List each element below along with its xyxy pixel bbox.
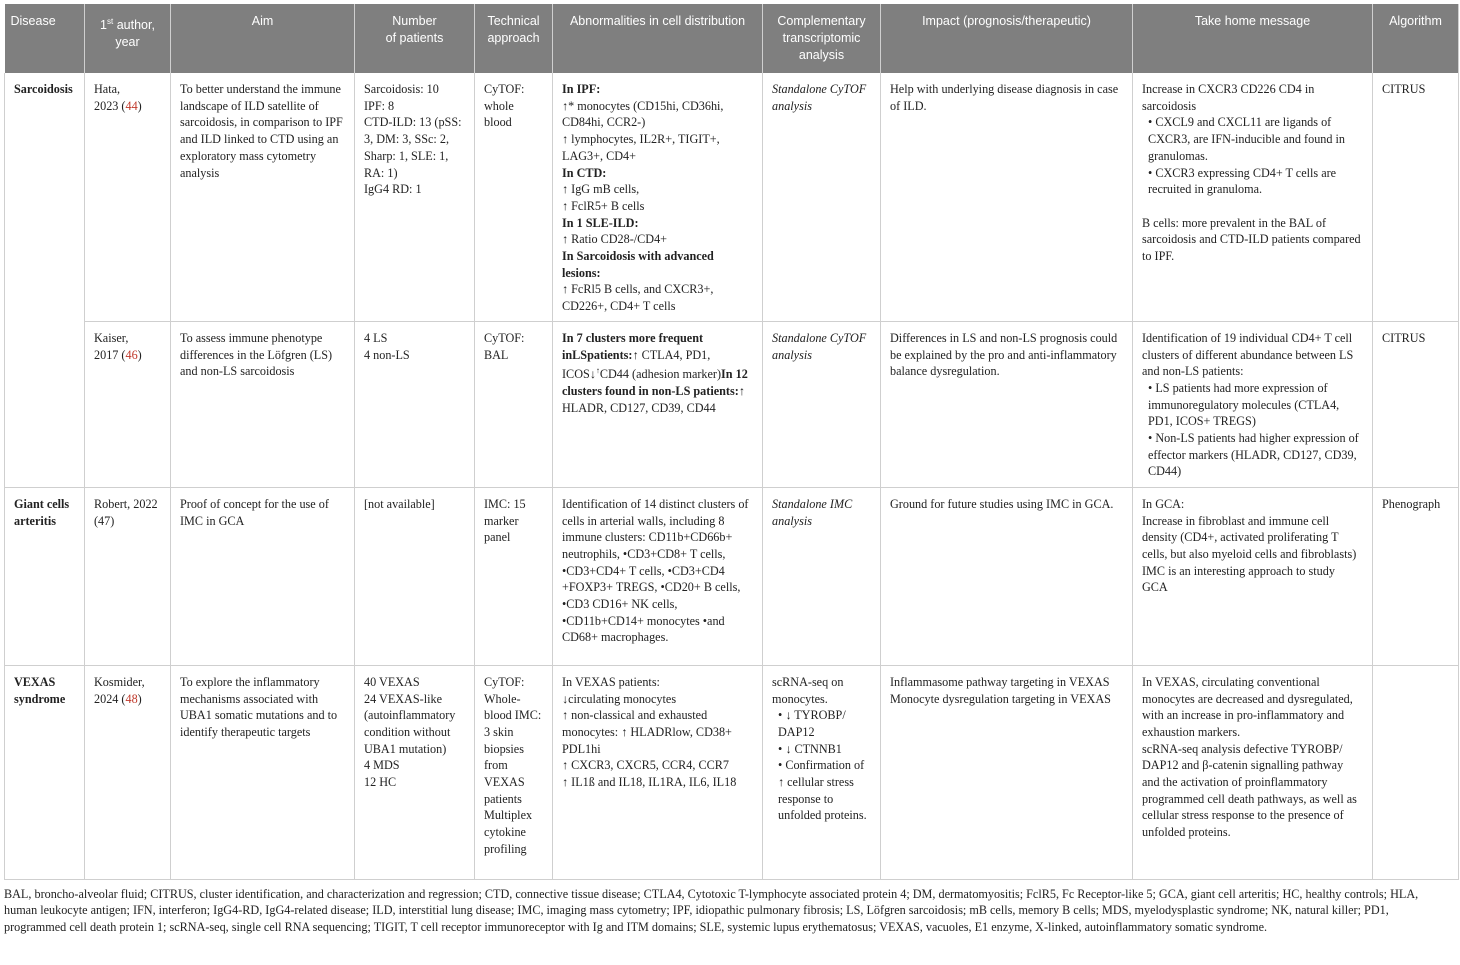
header-author: 1st author, year xyxy=(85,4,171,73)
citation-link[interactable]: 48 xyxy=(125,691,138,706)
header-abnormalities: Abnormalities in cell distribution xyxy=(553,4,763,73)
header-technical: Technical approach xyxy=(475,4,553,73)
author-cell: Kaiser, 2017 (46) xyxy=(85,321,171,487)
take-home-cell: In VEXAS, circulating conventional monocytes are decreased and dysregulated, with an increase in pro-inflammatory and exhaustion markers. scRNA-seq analysis defective TYROBP/ DAP12 and β-catenin signalling pathway and the activation of proinflammatory programmed cell death pathways, as well as cellular stress response to the presence of unfolded proteins. xyxy=(1133,665,1373,879)
technical-cell: CyTOF: BAL xyxy=(475,321,553,487)
complementary-cell: scRNA-seq on monocytes. • ↓ TYROBP/ DAP12 • ↓ CTNNB1 • Confirmation of ↑ cellular stress response to unfolded proteins. xyxy=(763,665,881,879)
algorithm-cell: CITRUS xyxy=(1373,73,1459,321)
table-row xyxy=(5,321,1459,487)
technical-cell: CyTOF: whole blood xyxy=(475,73,553,321)
data-table xyxy=(4,4,1459,880)
citation-link[interactable]: 44 xyxy=(125,98,138,113)
author-cell: Hata, 2023 (44) xyxy=(85,73,171,321)
complementary-cell: Standalone IMC analysis xyxy=(763,487,881,665)
complementary-cell: Standalone CyTOF analysis xyxy=(763,73,881,321)
impact-cell: Differences in LS and non-LS prognosis could be explained by the pro and anti-inflammatory balance dysregulation. xyxy=(881,321,1133,487)
take-home-cell: In GCA: Increase in fibroblast and immune cell density (CD4+, activated proliferating T cells, but also myeloid cells and fibroblasts) IMC is an interesting approach to study GCA xyxy=(1133,487,1373,665)
impact-cell: Ground for future studies using IMC in GCA. xyxy=(881,487,1133,665)
disease-cell: VEXAS syndrome xyxy=(5,665,85,879)
table-row xyxy=(5,73,1459,321)
abnormalities-cell: In VEXAS patients: ↓circulating monocytes ↑ non-classical and exhausted monocytes: ↑ HLADRlow, CD38+ PDL1hi ↑ CXCR3, CXCR5, CCR4, CCR7 ↑ IL1ß and IL18, IL1RA, IL6, IL18 xyxy=(553,665,763,879)
patients-cell: 40 VEXAS 24 VEXAS-like (autoinflammatory condition without UBA1 mutation) 4 MDS 12 HC xyxy=(355,665,475,879)
disease-cell: Sarcoidosis xyxy=(5,73,85,487)
take-home-cell: Increase in CXCR3 CD226 CD4 in sarcoidosis • CXCL9 and CXCL11 are ligands of CXCR3, are IFN-inducible and found in granulomas. • CXCR3 expressing CD4+ T cells are recruited in granuloma. B cells: more prevalent in the BAL of sarcoidosis and CTD-ILD patients compared to IPF. xyxy=(1133,73,1373,321)
abnormalities-cell: In IPF: ↑* monocytes (CD15hi, CD36hi, CD84hi, CCR2-) ↑ lymphocytes, IL2R+, TIGIT+, LAG3+, CD4+ In CTD: ↑ IgG mB cells, ↑ FclR5+ B cells In 1 SLE-ILD: ↑ Ratio CD28-/CD4+ In Sarcoidosis with advanced lesions: ↑ FcRl5 B cells, and CXCR3+, CD226+, CD4+ T cells xyxy=(553,73,763,321)
aim-cell: To explore the inflammatory mechanisms associated with UBA1 somatic mutations and to identify therapeutic targets xyxy=(171,665,355,879)
abnormalities-cell: Identification of 14 distinct clusters of cells in arterial walls, including 8 immune clusters: CD11b+CD66b+ neutrophils, •CD3+CD8+ T cells, •CD3+CD4+ T cells, •CD3+CD4 +FOXP3+ TREGS, •CD20+ B cells, •CD3 CD16+ NK cells, •CD11b+CD14+ monocytes •and CD68+ macrophages. xyxy=(553,487,763,665)
take-home-cell: Identification of 19 individual CD4+ T cell clusters of different abundance between LS and non-LS patients: • LS patients had more expression of immunoregulatory molecules (CTLA4, PD1, ICOS+ TREGS) • Non-LS patients had higher expression of effector markers (HLADR, CD127, CD39, CD44) xyxy=(1133,321,1373,487)
impact-cell: Inflammasome pathway targeting in VEXAS Monocyte dysregulation targeting in VEXAS xyxy=(881,665,1133,879)
citation-link[interactable]: 46 xyxy=(125,347,138,362)
header-take-home: Take home message xyxy=(1133,4,1373,73)
author-cell: Robert, 2022 (47) xyxy=(85,487,171,665)
abnormalities-cell: In 7 clusters more frequent inLSpatients:↑ CTLA4, PD1, ICOS↓↑CD44 (adhesion marker)In 12 clusters found in non-LS patients:↑ HLADR, CD127, CD39, CD44 xyxy=(553,321,763,487)
header-algorithm: Algorithm xyxy=(1373,4,1459,73)
algorithm-cell: CITRUS xyxy=(1373,321,1459,487)
algorithm-cell: Phenograph xyxy=(1373,487,1459,665)
header-complementary: Complementary transcriptomic analysis xyxy=(763,4,881,73)
technical-cell: CyTOF: Whole-blood IMC: 3 skin biopsies from VEXAS patients Multiplex cytokine profiling xyxy=(475,665,553,879)
table-footnote: BAL, broncho-alveolar fluid; CITRUS, cluster identification, and characterization and regression; CTD, connective tissue disease; CTLA4, Cytotoxic T-lymphocyte associated protein 4; DM, dermatomyositis; FclR5, Fc Receptor-like 5; GCA, giant cell arteritis; HC, healthy controls; HLA, human leukocyte antigen; IFN, interferon; IgG4-RD, IgG4-related disease; ILD, interstitial lung disease; IMC, imaging mass cytometry; IPF, idiopathic pulmonary fibrosis; LS, Löfgren sarcoidosis; mB cells, memory B cells; MDS, myelodysplastic syndrome; NK, natural killer; PD1, programmed cell death protein 1; scRNA-seq, single cell RNA sequencing; TIGIT, T cell receptor immunoreceptor with Ig and ITM domains; SLE, systemic lupus erythematosus; VEXAS, vacuoles, E1 enzyme, X-linked, autoinflammatory somatic syndrome. xyxy=(4,886,1419,935)
aim-cell: To better understand the immune landscape of ILD satellite of sarcoidosis, in comparison to IPF and ILD linked to CTD using an exploratory mass cytometry analysis xyxy=(171,73,355,321)
aim-cell: Proof of concept for the use of IMC in GCA xyxy=(171,487,355,665)
header-impact: Impact (prognosis/therapeutic) xyxy=(881,4,1133,73)
technical-cell: IMC: 15 marker panel xyxy=(475,487,553,665)
table-row xyxy=(5,665,1459,879)
algorithm-cell xyxy=(1373,665,1459,879)
header-disease: Disease xyxy=(5,4,85,73)
impact-cell: Help with underlying disease diagnosis in case of ILD. xyxy=(881,73,1133,321)
patients-cell: 4 LS 4 non-LS xyxy=(355,321,475,487)
disease-cell: Giant cells arteritis xyxy=(5,487,85,665)
header-aim: Aim xyxy=(171,4,355,73)
header-patients: Number of patients xyxy=(355,4,475,73)
header-row xyxy=(5,4,1459,73)
patients-cell: [not available] xyxy=(355,487,475,665)
complementary-cell: Standalone CyTOF analysis xyxy=(763,321,881,487)
aim-cell: To assess immune phenotype differences in the Löfgren (LS) and non-LS sarcoidosis xyxy=(171,321,355,487)
author-cell: Kosmider, 2024 (48) xyxy=(85,665,171,879)
table-row xyxy=(5,487,1459,665)
patients-cell: Sarcoidosis: 10 IPF: 8 CTD-ILD: 13 (pSS: 3, DM: 3, SSc: 2, Sharp: 1, SLE: 1, RA: 1) IgG4 RD: 1 xyxy=(355,73,475,321)
